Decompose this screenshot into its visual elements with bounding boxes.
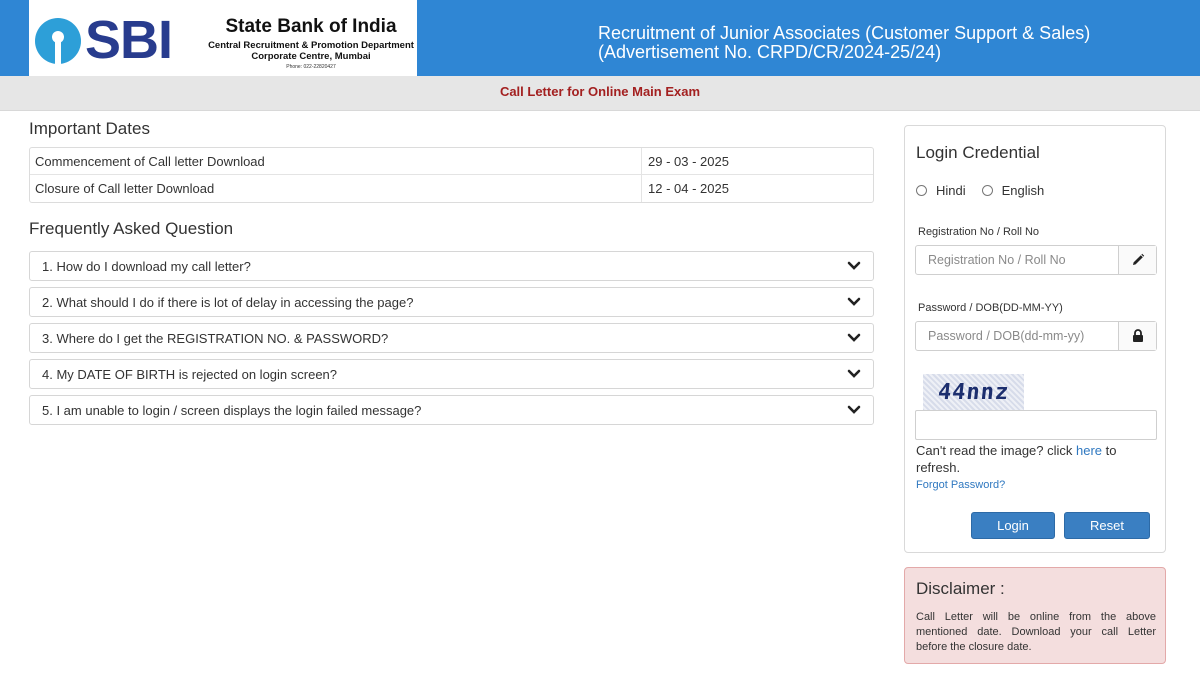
chevron-down-icon bbox=[847, 404, 861, 416]
faq-item[interactable] bbox=[29, 395, 874, 425]
forgot-password-link[interactable]: Forgot Password? bbox=[916, 479, 1006, 491]
chevron-down-icon bbox=[847, 332, 861, 344]
disclaimer-heading: Disclaimer : bbox=[916, 579, 1005, 598]
bank-name: State Bank of India bbox=[225, 16, 397, 37]
date-label: Commencement of Call letter Download bbox=[30, 148, 642, 174]
faq-item[interactable] bbox=[29, 251, 874, 281]
radio-english[interactable] bbox=[982, 185, 993, 196]
password-field-group bbox=[915, 321, 1157, 351]
important-dates-heading: Important Dates bbox=[29, 119, 150, 138]
refresh-captcha-link[interactable]: here bbox=[1076, 443, 1103, 458]
faq-item[interactable] bbox=[29, 287, 874, 317]
page-title: Call Letter for Online Main Exam bbox=[499, 84, 701, 99]
radio-label-english: English bbox=[1001, 183, 1045, 198]
faq-question: 4. My DATE OF BIRTH is rejected on login screen? bbox=[42, 367, 338, 382]
phone-number: Phone: 022-22820427 bbox=[286, 64, 336, 70]
login-heading: Login Credential bbox=[916, 143, 1040, 162]
page-subtitle-bar bbox=[0, 76, 1200, 111]
lock-icon bbox=[1132, 329, 1144, 343]
faq-accordion bbox=[29, 251, 874, 431]
recruitment-title-block bbox=[598, 24, 1158, 62]
faq-question: 5. I am unable to login / screen displays the login failed message? bbox=[42, 403, 422, 418]
captcha-field bbox=[915, 410, 1157, 440]
pencil-icon bbox=[1131, 253, 1145, 267]
chevron-down-icon bbox=[847, 368, 861, 380]
disclaimer-text: Call Letter will be online from the above mentioned date. Download your call Letter before the closure date. bbox=[916, 611, 1156, 653]
table-row bbox=[30, 175, 873, 202]
recruitment-title: Recruitment of Junior Associates (Customer Support & Sales) bbox=[598, 23, 1091, 43]
registration-label: Registration No / Roll No bbox=[918, 226, 1040, 238]
sbi-logo-icon bbox=[35, 18, 81, 64]
sbi-logo-text: SBI bbox=[85, 10, 173, 70]
captcha-input[interactable] bbox=[916, 411, 1156, 439]
faq-question: 3. Where do I get the REGISTRATION NO. & PASSWORD? bbox=[42, 331, 389, 346]
captcha-refresh-text bbox=[916, 442, 1156, 476]
department-line: Central Recruitment & Promotion Department bbox=[208, 40, 414, 51]
registration-addon bbox=[1118, 246, 1156, 274]
table-row bbox=[30, 148, 873, 175]
date-value: 29 - 03 - 2025 bbox=[648, 154, 729, 169]
date-label: Closure of Call letter Download bbox=[30, 175, 642, 202]
registration-input[interactable] bbox=[916, 246, 1118, 274]
captcha-text: 44nnz bbox=[936, 380, 1011, 405]
password-input[interactable] bbox=[916, 322, 1118, 350]
password-addon bbox=[1118, 322, 1156, 350]
login-button[interactable]: Login bbox=[971, 512, 1055, 539]
faq-item[interactable] bbox=[29, 359, 874, 389]
faq-question: 1. How do I download my call letter? bbox=[42, 259, 251, 274]
faq-heading: Frequently Asked Question bbox=[29, 219, 234, 238]
chevron-down-icon bbox=[847, 296, 861, 308]
faq-item[interactable] bbox=[29, 323, 874, 353]
department-location: Corporate Centre, Mumbai bbox=[251, 51, 371, 62]
login-panel bbox=[904, 125, 1166, 553]
page-header bbox=[0, 0, 1200, 76]
date-value: 12 - 04 - 2025 bbox=[648, 181, 729, 196]
sbi-logo-block bbox=[29, 0, 417, 76]
refresh-prefix: Can't read the image? click bbox=[916, 443, 1077, 458]
faq-question: 2. What should I do if there is lot of delay in accessing the page? bbox=[42, 295, 414, 310]
important-dates-table bbox=[29, 147, 874, 203]
registration-field-group bbox=[915, 245, 1157, 275]
language-selector bbox=[916, 183, 1060, 198]
password-label: Password / DOB(DD-MM-YY) bbox=[918, 302, 1063, 314]
department-name bbox=[205, 40, 417, 62]
captcha-image bbox=[923, 374, 1024, 411]
chevron-down-icon bbox=[847, 260, 861, 272]
disclaimer-box bbox=[904, 567, 1166, 664]
advertisement-number: (Advertisement No. CRPD/CR/2024-25/24) bbox=[598, 42, 942, 62]
radio-hindi[interactable] bbox=[916, 185, 927, 196]
radio-label-hindi: Hindi bbox=[936, 183, 966, 198]
refresh-suffix: to refresh. bbox=[916, 443, 1117, 475]
reset-button[interactable]: Reset bbox=[1064, 512, 1150, 539]
